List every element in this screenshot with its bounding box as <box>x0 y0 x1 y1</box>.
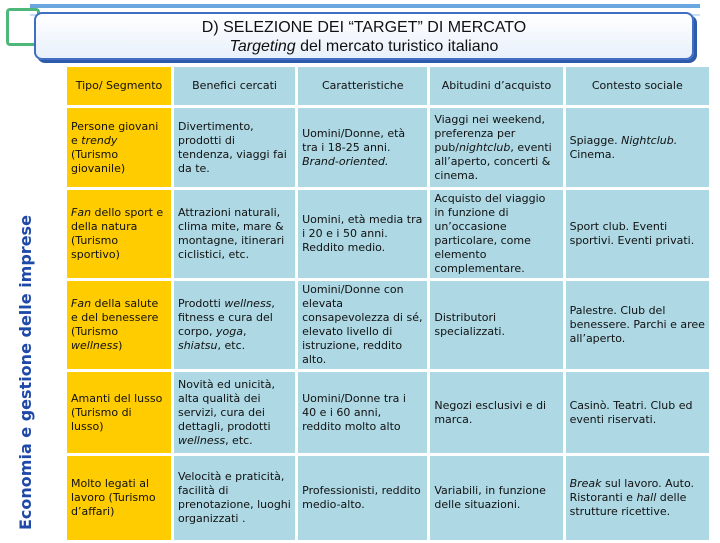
cell-text: Amanti del lusso (Turismo di lusso) <box>71 391 163 433</box>
table-row <box>67 108 709 187</box>
cell-text: nightclub <box>459 140 511 154</box>
cell-caratteristiche <box>298 108 427 187</box>
header-caratteristiche: Caratteristiche <box>298 67 427 105</box>
cell-text: Attrazioni naturali, clima mite, mare & montagne, itinerari ciclistici, etc. <box>177 206 285 261</box>
side-title: Economia e gestione delle imprese <box>16 215 35 530</box>
cell-text: wellness <box>71 339 119 352</box>
cell-text: yoga <box>216 325 243 338</box>
cell-text: Palestre. Club del benessere. Parchi e aree all’aperto. <box>569 304 705 345</box>
cell-text: , etc. <box>217 339 246 352</box>
subtitle-rest: del mercato turistico italiano <box>295 38 499 55</box>
cell-text: , <box>242 325 247 338</box>
cell-segment <box>67 456 171 540</box>
cell-caratteristiche <box>298 281 427 369</box>
cell-text: Variabili, in funzione delle situazioni. <box>434 484 546 511</box>
slide-subtitle <box>36 38 692 56</box>
cell-text: hall <box>636 491 657 504</box>
cell-abitudini <box>430 108 562 187</box>
cell-benefici <box>174 281 295 369</box>
cell-text: Viaggi nei weekend, preferenza per pub/ <box>434 112 545 154</box>
cell-text: (Turismo giovanile) <box>71 147 126 175</box>
cell-contesto <box>566 372 709 453</box>
cell-benefici <box>174 456 295 540</box>
cell-text: dello sport e della natura (Turismo sportivo) <box>71 206 164 261</box>
cell-caratteristiche <box>298 456 427 540</box>
cell-text: Sport club. Eventi sportivi. Eventi privati. <box>569 220 695 247</box>
cell-text: wellness <box>224 297 272 310</box>
cell-segment <box>67 372 171 453</box>
table-row <box>67 372 709 453</box>
cell-text: Fan <box>71 206 92 219</box>
cell-benefici <box>174 190 295 278</box>
cell-text: Uomini/Donne, età tra i 18-25 anni. <box>302 126 406 154</box>
cell-text: Persone giovani e <box>71 119 159 147</box>
cell-text: Nightclub. <box>621 133 678 147</box>
cell-text: wellness <box>177 433 226 447</box>
cell-text: Spiagge. <box>569 133 622 147</box>
cell-abitudini <box>430 456 562 540</box>
cell-contesto <box>566 456 709 540</box>
cell-text: trendy <box>81 133 118 147</box>
cell-text: Cinema. <box>569 147 616 161</box>
cell-abitudini <box>430 372 562 453</box>
cell-contesto <box>566 108 709 187</box>
cell-caratteristiche <box>298 372 427 453</box>
table-header-row <box>67 67 709 105</box>
subtitle-italic: Targeting <box>229 38 296 55</box>
cell-abitudini <box>430 281 562 369</box>
header-contesto: Contesto sociale <box>566 67 709 105</box>
cell-text: Uomini/Donne tra i 40 e i 60 anni, reddito molto alto <box>302 391 406 433</box>
cell-text: Brand-oriented. <box>302 154 389 168</box>
cell-segment <box>67 281 171 369</box>
cell-text: , etc. <box>225 433 253 447</box>
cell-text: Velocità e praticità, facilità di prenotazione, luoghi organizzati . <box>177 470 291 525</box>
cell-text: , eventi all’aperto, concerti & cinema. <box>434 140 552 182</box>
cell-text: Break <box>569 477 602 490</box>
cell-text: Molto legati al lavoro (Turismo d’affari) <box>71 477 156 518</box>
cell-text: Fan <box>71 297 92 310</box>
title-box <box>34 12 694 60</box>
cell-benefici <box>174 372 295 453</box>
cell-text: , fitness e cura del corpo, <box>177 297 275 338</box>
cell-text: Prodotti <box>177 297 225 310</box>
cell-contesto <box>566 281 709 369</box>
cell-text: Uomini/Donne con elevata consapevolezza di sé, elevato livello di istruzione, reddito alto. <box>302 283 423 366</box>
cell-text: ) <box>118 339 123 352</box>
cell-text: shiatsu <box>177 339 218 352</box>
cell-text: delle strutture ricettive. <box>569 491 687 518</box>
cell-caratteristiche <box>298 190 427 278</box>
cell-contesto <box>566 190 709 278</box>
cell-abitudini <box>430 190 562 278</box>
cell-text: sul lavoro. Auto. Ristoranti e <box>569 477 694 504</box>
cell-text: Novità ed unicità, alta qualità dei servizi, cura dei dettagli, prodotti <box>177 377 275 433</box>
cell-text: Casinò. Teatri. Club ed eventi riservati. <box>569 398 693 426</box>
cell-benefici <box>174 108 295 187</box>
cell-text: Acquisto del viaggio in funzione di un’occasione particolare, come elemento complementare. <box>434 192 546 275</box>
cell-segment <box>67 108 171 187</box>
cell-text: Divertimento, prodotti di tendenza, viaggi fai da te. <box>177 119 287 175</box>
slide-title: D) SELEZIONE DEI “TARGET” DI MERCATO <box>201 19 527 36</box>
cell-segment <box>67 190 171 278</box>
header-segmento: Tipo/ Segmento <box>67 67 171 105</box>
table-row <box>67 281 709 369</box>
cell-text: Negozi esclusivi e di marca. <box>434 398 547 426</box>
table-row <box>67 190 709 278</box>
cell-text: Distributori specializzati. <box>434 311 505 338</box>
cell-text: Professionisti, reddito medio-alto. <box>302 484 421 511</box>
header-benefici: Benefici cercati <box>174 67 295 105</box>
table-row <box>67 456 709 540</box>
header-rule <box>30 4 700 8</box>
cell-text: della salute e del benessere (Turismo <box>71 297 159 338</box>
header-abitudini: Abitudini d’acquisto <box>430 67 562 105</box>
targeting-table <box>64 64 712 543</box>
cell-text: Uomini, età media tra i 20 e i 50 anni. Reddito medio. <box>302 213 423 254</box>
